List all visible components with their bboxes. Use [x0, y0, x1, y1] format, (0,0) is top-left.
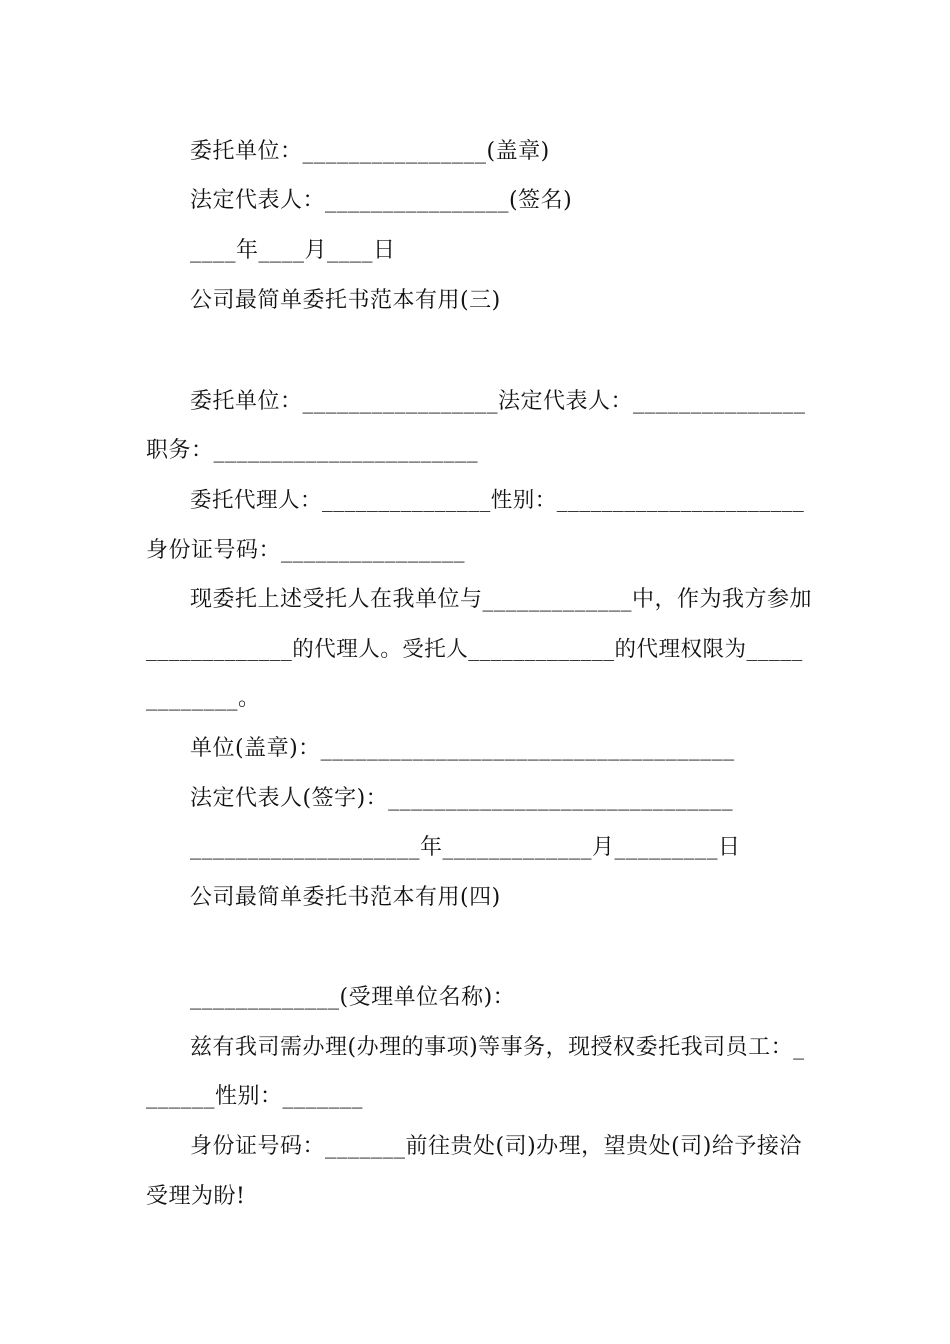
unit-seal-line: 单位(盖章)：____________________________________ [190, 736, 735, 761]
legal-representative-line-1: 法定代表人：________________(签名) [190, 188, 573, 213]
entrustment-paragraph-line-2: _____________的代理人。受托人_____________的代理权限为_____ [146, 637, 803, 662]
receiving-unit-line: _____________(受理单位名称)： [190, 985, 516, 1010]
authorization-paragraph-line-3: 身份证号码：_______前往贵处(司)办理，望贵处(司)给予接洽 [190, 1134, 802, 1159]
entrustment-paragraph-line-3: ________。 [146, 686, 261, 711]
id-number-line-1: 身份证号码：________________ [146, 538, 466, 563]
authorization-paragraph-line-1: 兹有我司需办理(办理的事项)等事务，现授权委托我司员工：_ [190, 1035, 805, 1060]
section-heading-3: 公司最简单委托书范本有用(三) [190, 288, 501, 313]
position-line: 职务：_______________________ [146, 438, 479, 463]
authorization-paragraph-line-4: 受理为盼! [146, 1184, 246, 1209]
date-line-1: ____年____月____日 [190, 238, 396, 263]
legal-representative-signature-line: 法定代表人(签字)：______________________________ [190, 786, 734, 811]
entrustment-paragraph-line-1: 现委托上述受托人在我单位与_____________中，作为我方参加 [190, 587, 813, 612]
agent-gender-line: 委托代理人：_______________性别：______________________ [190, 488, 805, 513]
date-line-2: ____________________年_____________月_________日 [190, 835, 741, 860]
entrusting-unit-line-2: 委托单位：_________________法定代表人：_______________ [190, 389, 806, 414]
section-heading-4: 公司最简单委托书范本有用(四) [190, 885, 501, 910]
authorization-paragraph-line-2: ______性别：_______ [146, 1084, 364, 1109]
entrusting-unit-line-1: 委托单位：________________(盖章) [190, 139, 550, 164]
